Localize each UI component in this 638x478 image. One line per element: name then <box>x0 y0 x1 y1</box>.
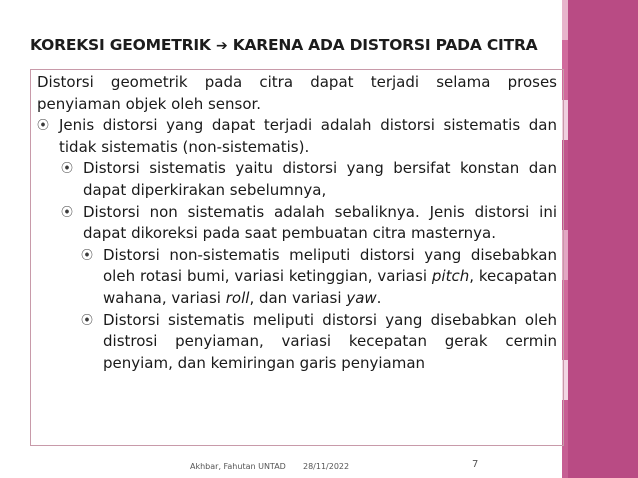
list-item <box>81 245 557 310</box>
term-yaw: yaw <box>346 288 377 307</box>
intro-paragraph: Distorsi geometrik pada citra dapat terjadi selama proses penyiaman objek oleh sensor. <box>37 73 557 113</box>
bullet-icon: ⦿ <box>61 204 74 219</box>
bullet-icon: ⦿ <box>61 161 74 176</box>
footer-author: Akhbar, Fahutan UNTAD <box>190 462 286 471</box>
title-part2: KARENA ADA DISTORSI PADA CITRA <box>232 36 538 54</box>
bullet-icon: ⦿ <box>81 247 94 262</box>
list-item <box>61 158 557 201</box>
list-item-text: Distorsi sistematis yaitu distorsi yang bersifat konstan dan dapat diperkirakan sebelumnya, <box>83 159 557 199</box>
list-item <box>37 115 557 158</box>
arrow-icon: ➔ <box>215 38 228 54</box>
term-pitch: pitch <box>431 267 470 286</box>
list-item <box>81 310 557 375</box>
list-item-text: Jenis distorsi yang dapat terjadi adalah distorsi sistematis dan tidak sistematis (non-sistematis). <box>59 116 557 156</box>
list-item-text: Distorsi non-sistematis meliputi distorsi yang disebabkan oleh rotasi bumi, variasi ketinggian, variasi pitch, kecapatan wahana, variasi roll, dan variasi yaw. <box>103 245 557 307</box>
content-box <box>30 69 564 446</box>
bullet-icon: ⦿ <box>81 312 94 327</box>
page-number: 7 <box>472 459 479 470</box>
list-item-text: Distorsi sistematis meliputi distorsi yang disebabkan oleh distrosi penyiaman, variasi kecepatan gerak cermin penyiam, dan kemiringan garis penyiaman <box>103 310 557 372</box>
bullet-icon: ⦿ <box>37 118 50 133</box>
term-roll: roll <box>225 288 250 307</box>
title-part1: KOREKSI GEOMETRIK <box>30 36 211 54</box>
list-item-text: Distorsi non sistematis adalah sebaliknya. Jenis distorsi ini dapat dikoreksi pada saat pembuatan citra masternya. <box>83 202 557 243</box>
slide-title <box>30 36 570 54</box>
footer-date: 28/11/2022 <box>303 462 350 471</box>
list-item <box>61 202 557 245</box>
sidebar-band <box>568 0 638 478</box>
